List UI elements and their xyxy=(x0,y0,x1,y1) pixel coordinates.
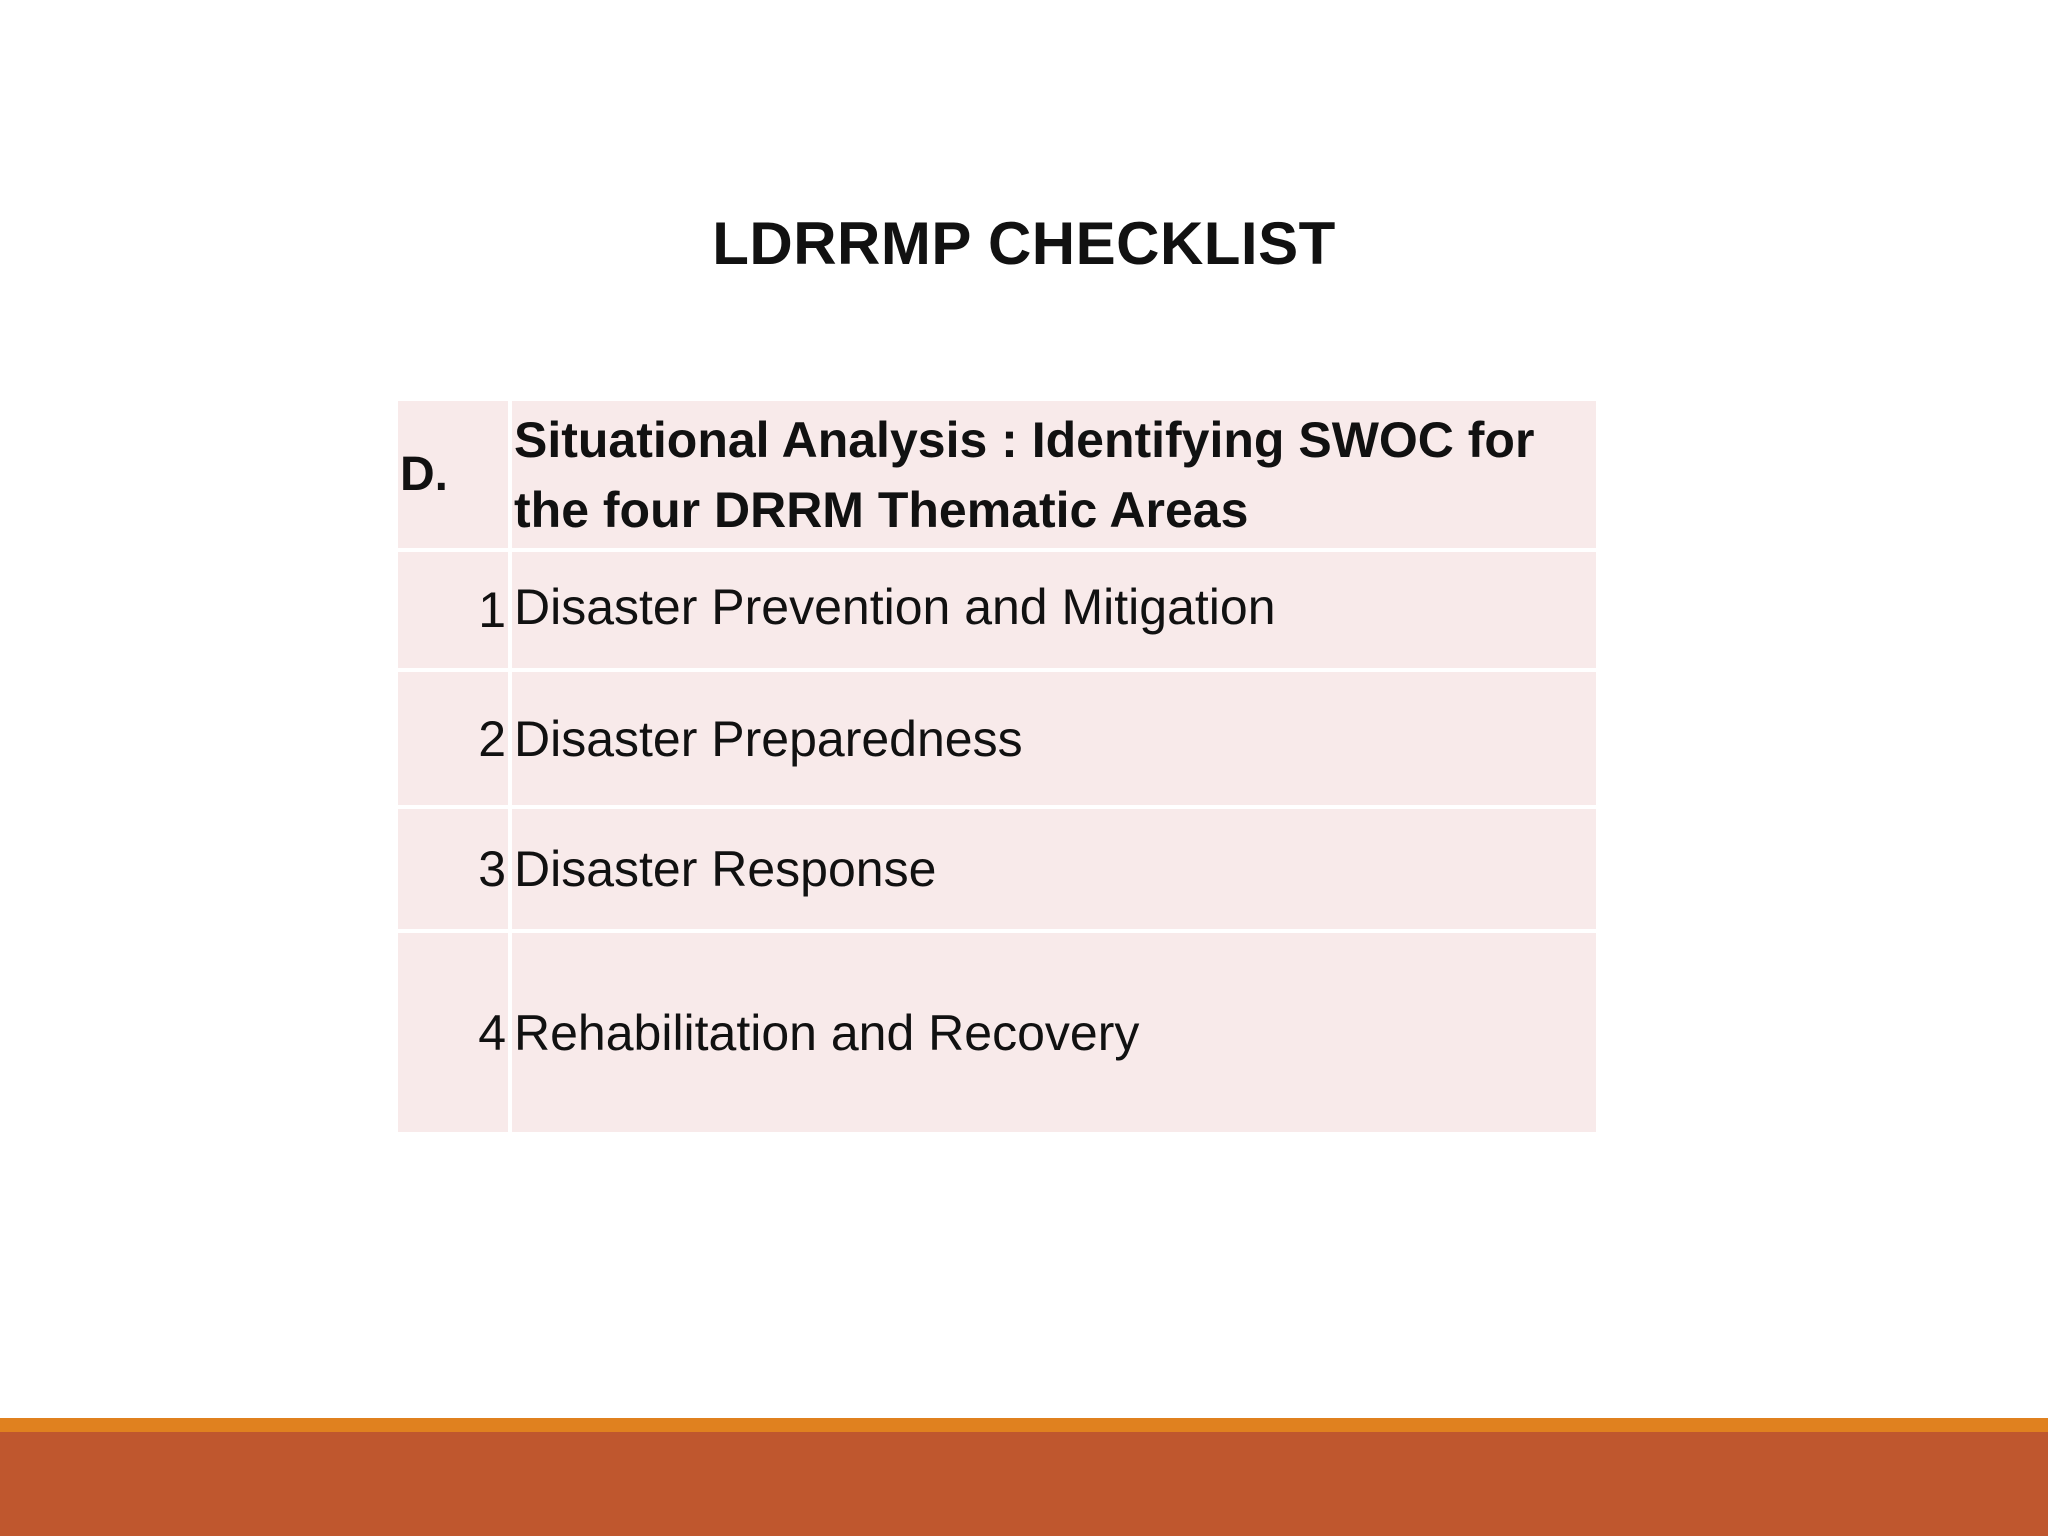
item-label: Rehabilitation and Recovery xyxy=(512,933,1596,1132)
checklist-header-row xyxy=(398,401,1596,548)
section-letter: D. xyxy=(398,401,508,548)
section-title: Situational Analysis : Identifying SWOC for the four DRRM Thematic Areas xyxy=(512,401,1596,548)
item-label: Disaster Prevention and Mitigation xyxy=(512,552,1596,668)
slide-title: LDRRMP CHECKLIST xyxy=(712,210,1336,277)
checklist-row xyxy=(398,809,1596,929)
footer-accent-bar xyxy=(0,1418,2048,1432)
footer-band xyxy=(0,1432,2048,1536)
checklist-row xyxy=(398,672,1596,805)
item-label: Disaster Preparedness xyxy=(512,672,1596,805)
item-number: 1 xyxy=(398,552,508,668)
item-number: 2 xyxy=(398,672,508,805)
item-label: Disaster Response xyxy=(512,809,1596,929)
checklist-table xyxy=(398,401,1596,1132)
checklist-row xyxy=(398,933,1596,1132)
checklist-row xyxy=(398,552,1596,668)
item-number: 3 xyxy=(398,809,508,929)
item-number: 4 xyxy=(398,933,508,1132)
